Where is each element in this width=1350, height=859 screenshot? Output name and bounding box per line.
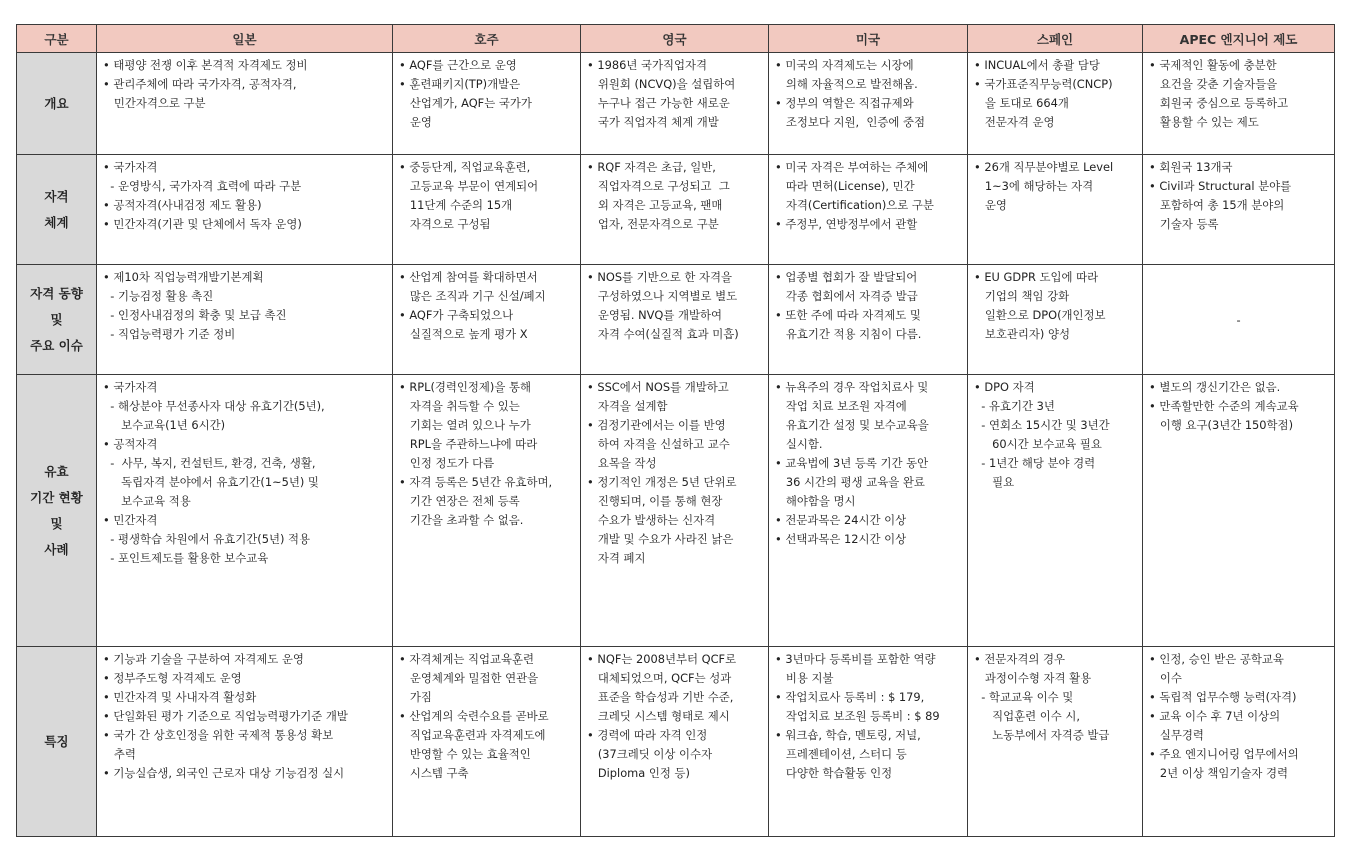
cell-text-line: 산업계가, AQF는 국가가	[399, 96, 532, 110]
cell-validity-period-usa	[769, 375, 968, 647]
cell-text-line: 요목을 작성	[587, 456, 657, 470]
cell-text-line: 다양한 학습활동 인정	[775, 766, 893, 780]
cell-text-line: • 워크숍, 학습, 멘토링, 저널,	[775, 728, 921, 742]
cell-text-line: 해야함을 명시	[775, 494, 856, 508]
cell-text-line: 요건을 갖춘 기술자들을	[1149, 77, 1278, 91]
cell-text-line: 필요	[974, 475, 1015, 489]
cell-text-line: 의해 자율적으로 발전해옴.	[775, 77, 918, 91]
cell-text-line: 보호관리자) 양성	[974, 327, 1070, 341]
cell-text-line: 실무경력	[1149, 728, 1204, 742]
cell-text-line: • 26개 직무분야별로 Level	[974, 160, 1114, 174]
cell-text-line: • 미국 자격은 부여하는 주체에	[775, 160, 929, 174]
cell-text-line: 업자, 전문자격으로 구분	[587, 217, 719, 231]
cell-text-line: 인정 정도가 다름	[399, 456, 495, 470]
cell-text-line: • INCUAL에서 총괄 담당	[974, 58, 1100, 72]
cell-text-line: 개발 및 수요가 사라진 낡은	[587, 532, 734, 546]
cell-text-line: 작업치료 보조원 등록비 : $ 89	[775, 709, 940, 723]
cell-text-line: 기간을 초과할 수 없음.	[399, 513, 524, 527]
cell-text-line: • 뉴욕주의 경우 작업치료사 및	[775, 380, 929, 394]
header-usa: 미국	[769, 25, 968, 53]
cell-validity-period-uk	[581, 375, 769, 647]
row-label-line: 및	[50, 311, 63, 327]
cell-text-line: 자격을 취득할 수 있는	[399, 399, 520, 413]
cell-text-line: 표준을 학습성과 기반 수준,	[587, 690, 734, 704]
cell-features-uk	[581, 647, 769, 837]
cell-text-line: - 인정사내검정의 확충 및 보급 촉진	[103, 308, 287, 322]
cell-text-line: 포함하여 총 15개 분야의	[1149, 198, 1285, 212]
cell-text-line: 실질적으로 높게 평가 X	[399, 327, 528, 341]
cell-text-line: • 회원국 13개국	[1149, 160, 1233, 174]
cell-qualification-system-japan	[97, 155, 393, 265]
cell-text-line: • 경력에 따라 자격 인정	[587, 728, 708, 742]
cell-text-line: • 정부주도형 자격제도 운영	[103, 671, 242, 685]
cell-text-line: - 기능검정 활용 촉진	[103, 289, 214, 303]
cell-text-line: - 포인트제도를 활용한 보수교육	[103, 551, 269, 565]
cell-text-line: (37크레딧 이상 이수자	[587, 747, 713, 761]
cell-text-line: • 교육 이수 후 7년 이상의	[1149, 709, 1281, 723]
cell-text-line: • 검정기관에서는 이를 반영	[587, 418, 726, 432]
cell-text-line: • NOS를 기반으로 한 자격을	[587, 270, 732, 284]
header-category: 구분	[17, 25, 97, 53]
cell-text-line: 프레젠테이션, 스터디 등	[775, 747, 907, 761]
cell-text-line: 1~3에 해당하는 자격	[974, 179, 1094, 193]
cell-text-line: • NQF는 2008년부터 QCF로	[587, 652, 737, 666]
cell-qualification-system-usa	[769, 155, 968, 265]
cell-text-line: 운영체계와 밀접한 연관을	[399, 671, 539, 685]
cell-text-line: 수요가 발생하는 신자격	[587, 513, 716, 527]
header-spain: 스페인	[968, 25, 1143, 53]
cell-text-line: • AQF를 근간으로 운영	[399, 58, 517, 72]
cell-features-apec-engineer	[1143, 647, 1335, 837]
cell-trends-issues-uk	[581, 265, 769, 375]
cell-text-line: • DPO 자격	[974, 380, 1035, 394]
cell-text-line: 자격으로 구성됨	[399, 217, 491, 231]
cell-text-line: 민간자격으로 구분	[103, 96, 206, 110]
row-label-line: 개요	[44, 95, 69, 111]
cell-text-line: 60시간 보수교육 필요	[974, 437, 1102, 451]
cell-overview-spain	[968, 53, 1143, 155]
cell-text-line: 2년 이상 책임기술자 경력	[1149, 766, 1289, 780]
cell-text-line: • 전문과목은 24시간 이상	[775, 513, 907, 527]
cell-features-japan	[97, 647, 393, 837]
cell-text-line: 기회는 열려 있으나 누가	[399, 418, 531, 432]
row-label-line: 및	[50, 515, 63, 531]
cell-trends-issues-usa	[769, 265, 968, 375]
cell-text-line: 많은 조직과 기구 신설/폐지	[399, 289, 546, 303]
cell-text-line: • 인정, 승인 받은 공학교육	[1149, 652, 1284, 666]
cell-text-line: • 제10차 직업능력개발기본계획	[103, 270, 264, 284]
cell-text-line: • 국가표준직무능력(CNCP)	[974, 77, 1113, 91]
cell-text-line: 대체되었으며, QCF는 성과	[587, 671, 732, 685]
cell-overview-apec-engineer	[1143, 53, 1335, 155]
cell-text-line: 기업의 책임 강화	[974, 289, 1070, 303]
cell-text-line: • 중등단계, 직업교육훈련,	[399, 160, 531, 174]
cell-features-usa	[769, 647, 968, 837]
cell-text-line: - 해상분야 무선종사자 대상 유효기간(5년),	[103, 399, 325, 413]
row-label-line: 자격	[44, 188, 69, 204]
table-row-trends-issues	[17, 265, 1335, 375]
cell-text-line: 36 시간의 평생 교육을 완료	[775, 475, 925, 489]
cell-text-line: 회원국 중심으로 등록하고	[1149, 96, 1289, 110]
cell-validity-period-apec-engineer	[1143, 375, 1335, 647]
cell-text-line: -	[1236, 312, 1241, 327]
row-label-trends-issues	[17, 265, 97, 375]
cell-text-line: • 훈련패키지(TP)개발은	[399, 77, 521, 91]
cell-text-line: 활용할 수 있는 제도	[1149, 115, 1259, 129]
cell-text-line: 직업훈련 이수 시,	[974, 709, 1080, 723]
cell-text-line: • 산업계의 숙련수요를 곧바로	[399, 709, 549, 723]
cell-qualification-system-australia	[393, 155, 581, 265]
cell-text-line: 기간 연장은 전체 등록	[399, 494, 520, 508]
cell-text-line: • 산업계 참여를 확대하면서	[399, 270, 538, 284]
cell-text-line: 운영됨. NVQ를 개발하여	[587, 308, 723, 322]
cell-text-line: • 미국의 자격제도는 시장에	[775, 58, 914, 72]
row-label-line: 자격 동향	[30, 285, 83, 301]
cell-text-line: • 자격 등록은 5년간 유효하며,	[399, 475, 553, 489]
cell-text-line: 하여 자격을 신설하고 교수	[587, 437, 730, 451]
cell-text-line: Diploma 인정 등)	[587, 766, 690, 780]
cell-text-line: 진행되며, 이를 통해 현장	[587, 494, 723, 508]
cell-text-line: 전문자격 운영	[974, 115, 1055, 129]
cell-text-line: 유효기간 적용 지침이 다름.	[775, 327, 922, 341]
cell-text-line: • 교육법에 3년 등록 기간 동안	[775, 456, 929, 470]
cell-text-line: • 공적자격(사내검정 제도 활용)	[103, 198, 262, 212]
cell-text-line: • 자격체계는 직업교육훈련	[399, 652, 534, 666]
cell-text-line: • Civil과 Structural 분야를	[1149, 179, 1292, 193]
cell-text-line: - 1년간 해당 분야 경력	[974, 456, 1096, 470]
cell-text-line: • 태평양 전쟁 이후 본격적 자격제도 정비	[103, 58, 308, 72]
row-label-line: 체계	[44, 214, 69, 230]
cell-text-line: • 주정부, 연방정부에서 관할	[775, 217, 918, 231]
row-label-line: 유효	[44, 463, 69, 479]
cell-text-line: • 민간자격	[103, 513, 158, 527]
cell-text-line: 자격 수여(실질적 효과 미흡)	[587, 327, 739, 341]
cell-text-line: - 사무, 복지, 컨설턴트, 환경, 건축, 생활,	[103, 456, 316, 470]
cell-text-line: 실시함.	[775, 437, 823, 451]
header-apec-engineer: APEC 엔지니어 제도	[1143, 25, 1335, 53]
cell-text-line: • 국가 간 상호인정을 위한 국제적 통용성 확보	[103, 728, 334, 742]
cell-text-line: 크레딧 시스템 형태로 제시	[587, 709, 730, 723]
cell-text-line: • 민간자격(기관 및 단체에서 독자 운영)	[103, 217, 302, 231]
cell-text-line: 추력	[103, 747, 136, 761]
cell-text-line: • EU GDPR 도입에 따라	[974, 270, 1099, 284]
row-label-features	[17, 647, 97, 837]
cell-text-line: • 1986년 국가직업자격	[587, 58, 707, 72]
cell-text-line: 직업교육훈련과 자격제도에	[399, 728, 546, 742]
cell-text-line: • 주요 엔지니어링 업무에서의	[1149, 747, 1299, 761]
cell-text-line: 보수교육 적용	[103, 494, 191, 508]
cell-text-line: • 정기적인 개정은 5년 단위로	[587, 475, 737, 489]
cell-text-line: 구성하였으나 지역별로 별도	[587, 289, 738, 303]
row-label-qualification-system	[17, 155, 97, 265]
cell-qualification-system-apec-engineer	[1143, 155, 1335, 265]
cell-text-line: • 별도의 갱신기간은 없음.	[1149, 380, 1281, 394]
cell-text-line: • 단일화된 평가 기준으로 직업능력평가기준 개발	[103, 709, 348, 723]
cell-text-line: • 전문자격의 경우	[974, 652, 1065, 666]
cell-text-line: • 선택과목은 12시간 이상	[775, 532, 907, 546]
cell-text-line: • 민간자격 및 사내자격 활성화	[103, 690, 257, 704]
cell-text-line: 따라 면허(License), 민간	[775, 179, 915, 193]
cell-text-line: 자격 폐지	[587, 551, 646, 565]
table-row-overview	[17, 53, 1335, 155]
header-japan: 일본	[97, 25, 393, 53]
cell-text-line: 운영	[399, 115, 432, 129]
cell-text-line: 조정보다 지원, 인증에 중점	[775, 115, 926, 129]
cell-text-line: 외 자격은 고등교육, 팬매	[587, 198, 723, 212]
cell-text-line: 비용 지불	[775, 671, 834, 685]
cell-text-line: • 작업치료사 등록비 : $ 179,	[775, 690, 925, 704]
cell-overview-usa	[769, 53, 968, 155]
cell-text-line: - 학교교육 이수 및	[974, 690, 1074, 704]
cell-text-line: • 기능실습생, 외국인 근로자 대상 기능검정 실시	[103, 766, 345, 780]
cell-text-line: 위원회 (NCVQ)을 설립하여	[587, 77, 736, 91]
cell-features-australia	[393, 647, 581, 837]
cell-qualification-system-spain	[968, 155, 1143, 265]
cell-text-line: - 평생학습 차원에서 유효기간(5년) 적용	[103, 532, 311, 546]
cell-trends-issues-apec-engineer	[1143, 265, 1335, 375]
cell-text-line: • 국제적인 활동에 충분한	[1149, 58, 1277, 72]
cell-text-line: - 연회소 15시간 및 3년간	[974, 418, 1110, 432]
row-label-line: 주요 이슈	[30, 337, 83, 353]
cell-text-line: 누구나 접근 가능한 새로운	[587, 96, 730, 110]
cell-features-spain	[968, 647, 1143, 837]
cell-trends-issues-japan	[97, 265, 393, 375]
cell-trends-issues-australia	[393, 265, 581, 375]
row-label-line: 기간 현황	[30, 489, 83, 505]
cell-text-line: 이행 요구(3년간 150학점)	[1149, 418, 1294, 432]
cell-validity-period-japan	[97, 375, 393, 647]
cell-text-line: 각종 협회에서 자격증 발급	[775, 289, 918, 303]
row-label-validity-period	[17, 375, 97, 647]
cell-text-line: 을 토대로 664개	[974, 96, 1069, 110]
cell-validity-period-australia	[393, 375, 581, 647]
cell-text-line: 자격을 설계함	[587, 399, 668, 413]
cell-text-line: 과정이수형 자격 활용	[974, 671, 1092, 685]
cell-text-line: 유효기간 설정 및 보수교육을	[775, 418, 929, 432]
cell-text-line: • 기능과 기술을 구분하여 자격제도 운영	[103, 652, 304, 666]
cell-text-line: 노동부에서 자격증 발급	[974, 728, 1110, 742]
cell-text-line: - 운영방식, 국가자격 효력에 따라 구분	[103, 179, 302, 193]
cell-text-line: • 국가자격	[103, 160, 158, 174]
cell-text-line: 직업자격으로 구성되고 그	[587, 179, 730, 193]
cell-text-line: • RQF 자격은 초급, 일반,	[587, 160, 716, 174]
cell-trends-issues-spain	[968, 265, 1143, 375]
table-row-qualification-system	[17, 155, 1335, 265]
cell-qualification-system-uk	[581, 155, 769, 265]
cell-text-line: • 정부의 역할은 직접규제와	[775, 96, 914, 110]
cell-text-line: • 업종별 협회가 잘 발달되어	[775, 270, 918, 284]
cell-text-line: 기술자 등록	[1149, 217, 1219, 231]
cell-text-line: 11단계 수준의 15개	[399, 198, 513, 212]
cell-text-line: 작업 치료 보조원 자격에	[775, 399, 907, 413]
cell-text-line: • 관리주체에 따라 국가자격, 공적자격,	[103, 77, 297, 91]
table-row-validity-period	[17, 375, 1335, 647]
cell-text-line: • RPL(경력인정제)을 통해	[399, 380, 532, 394]
cell-text-line: • 만족할만한 수준의 계속교육	[1149, 399, 1299, 413]
cell-text-line: 가짐	[399, 690, 432, 704]
cell-text-line: RPL을 주관하느냐에 따라	[399, 437, 538, 451]
row-label-line: 사례	[44, 541, 69, 557]
cell-text-line: 국가 직업자격 체계 개발	[587, 115, 719, 129]
cell-text-line: 고등교육 부문이 연계되어	[399, 179, 539, 193]
cell-text-line: • AQF가 구축되었으나	[399, 308, 514, 322]
cell-text-line: - 직업능력평가 기준 정비	[103, 327, 236, 341]
cell-text-line: 독립자격 분야에서 유효기간(1~5년) 및	[103, 475, 319, 489]
cell-text-line: • 독립적 업무수행 능력(자격)	[1149, 690, 1297, 704]
cell-overview-uk	[581, 53, 769, 155]
cell-text-line: • 공적자격	[103, 437, 158, 451]
cell-text-line: 보수교육(1년 6시간)	[103, 418, 226, 432]
cell-validity-period-spain	[968, 375, 1143, 647]
row-label-overview	[17, 53, 97, 155]
cell-text-line: • SSC에서 NOS를 개발하고	[587, 380, 729, 394]
cell-overview-japan	[97, 53, 393, 155]
header-row	[17, 25, 1335, 53]
cell-text-line: - 유효기간 3년	[974, 399, 1055, 413]
header-uk: 영국	[581, 25, 769, 53]
qualification-comparison-table	[16, 24, 1335, 837]
cell-text-line: 반영할 수 있는 효율적인	[399, 747, 531, 761]
cell-text-line: • 3년마다 등록비를 포함한 역량	[775, 652, 936, 666]
table-row-features	[17, 647, 1335, 837]
cell-text-line: • 국가자격	[103, 380, 158, 394]
comparison-document	[16, 24, 1334, 837]
cell-text-line: 이수	[1149, 671, 1182, 685]
row-label-line: 특징	[44, 733, 69, 749]
cell-text-line: • 또한 주에 따라 자격제도 및	[775, 308, 921, 322]
header-australia: 호주	[393, 25, 581, 53]
cell-overview-australia	[393, 53, 581, 155]
cell-text-line: 시스템 구축	[399, 766, 469, 780]
cell-text-line: 자격(Certification)으로 구분	[775, 198, 934, 212]
cell-text-line: 일환으로 DPO(개인정보	[974, 308, 1106, 322]
cell-text-line: 운영	[974, 198, 1007, 212]
